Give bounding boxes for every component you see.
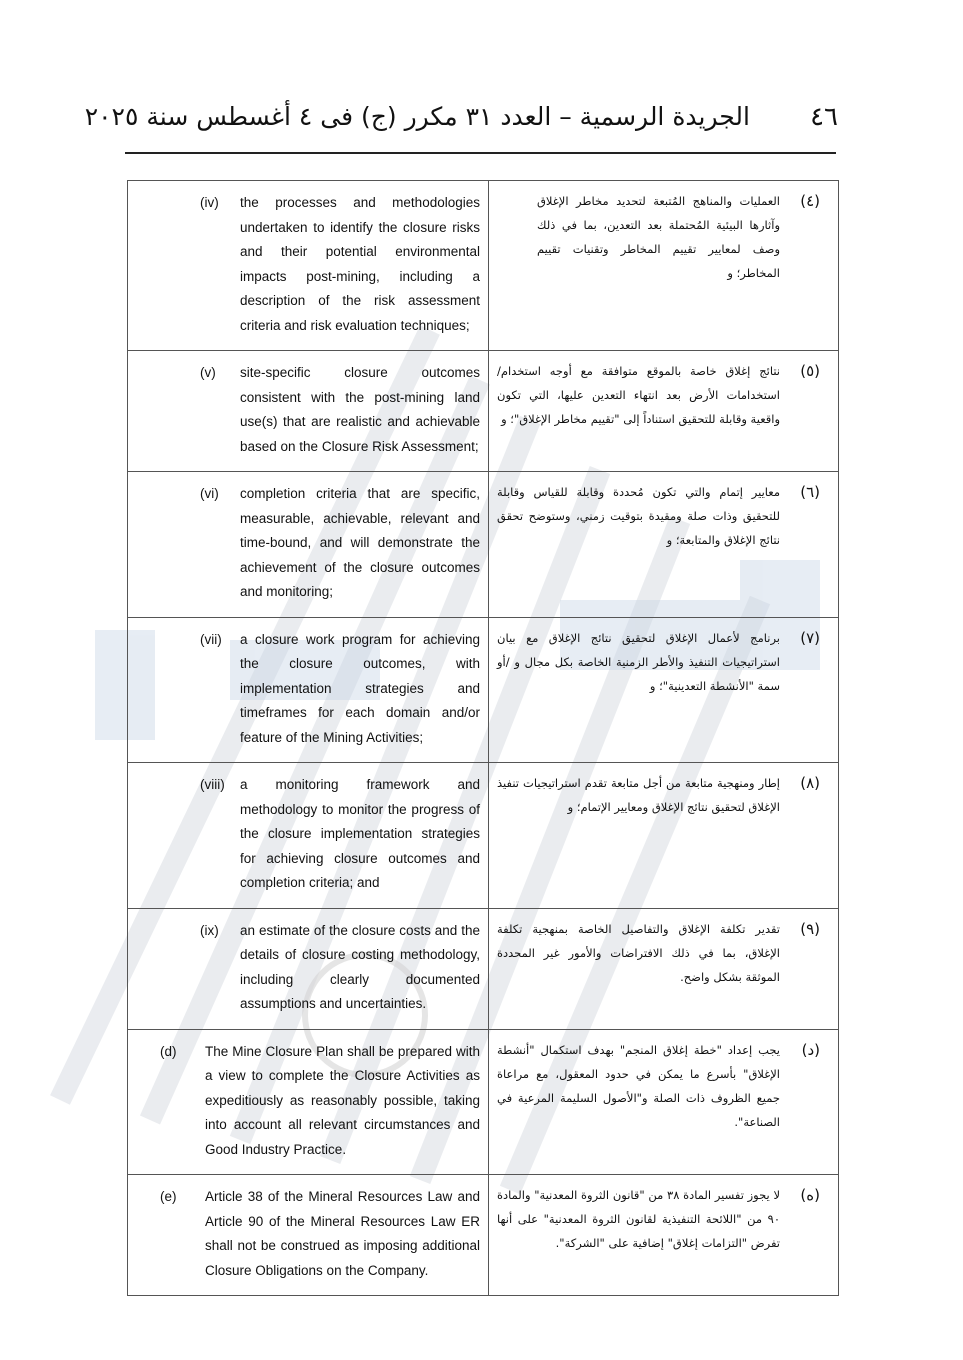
page-header [84,100,838,140]
clause-number: (iv) [200,195,219,210]
clause-text: Article 38 of the Mineral Resources Law and Article 90 of the Mineral Resources Law ER shall not be construed as imposing additional Closure Obligations on the Company. [205,1189,480,1278]
clause-text-ar: معايير إتمام والتي تكون مُحددة وقابلة للقياس وقابلة للتحقيق وذات صلة ومقيدة بتوقيت زمني، وستوضح تحقق نتائج الإغلاق والمتابعة؛ و [497,485,780,547]
clause-text-ar: برنامج لأعمال الإغلاق لتحقيق نتائج الإغلاق مع بيان استراتيجيات التنفيذ والأطر الزمنية الخاصة بكل مجال و /أو سمة "الأنشطة التعدينية"؛ و [497,630,780,693]
arabic-cell [489,617,839,763]
table-row [128,1175,839,1296]
clause-number: (vii) [200,631,222,647]
arabic-cell [489,1029,839,1175]
clause-number-ar: (٤) [800,192,820,210]
clause-number-ar: (٦) [800,483,820,501]
header-divider [125,152,836,154]
clause-text-ar: نتائج إغلاق خاصة بالموقع متوافقة مع أوجه استخدام/استخدامات الأرض بعد انتهاء التعدين عليها، التي تكون واقعية وقابلة للتحقيق استناداً إلى "تقييم مخاطر الإغلاق"؛ و [497,364,780,426]
arabic-cell [489,1175,839,1296]
arabic-cell [489,351,839,472]
arabic-cell [489,181,839,351]
table-row [128,351,839,472]
clause-number-ar: (٨) [800,774,820,792]
clause-text: a closure work program for achieving the closure outcomes, with implementation strategies and timeframes for each domain and/or feature of the Mining Activities; [240,631,480,745]
english-cell [128,351,489,472]
clause-number-ar: (٩) [800,919,820,938]
clause-text-ar: لا يجوز تفسير المادة ٣٨ من "قانون الثروة المعدنية" والمادة ٩٠ من "اللائحة التنفيذية لقانون الثروة المعدنية" على أنها تفرض "التزامات إغلاق" إضافية على "الشركة". [497,1188,781,1250]
english-cell [128,908,489,1029]
clause-text: an estimate of the closure costs and the details of closure costing methodology, including clearly documented assumptions and uncertainties. [240,922,480,1011]
clause-number: (viii) [200,777,225,792]
english-cell [128,763,489,909]
arabic-cell [489,908,839,1029]
english-cell [128,617,489,763]
clause-text: completion criteria that are specific, measurable, achievable, relevant and time-bound, and will demonstrate the achievement of the closure outcomes and monitoring; [240,486,480,599]
english-cell [128,472,489,618]
clause-number-ar: (٧) [800,628,820,647]
english-cell [128,1175,489,1296]
clause-number: (e) [160,1189,177,1204]
clause-text-ar: يجب إعداد "خطة إغلاق المنجم" بهدف استكمال "أنشطة الإغلاق" بأسرع ما يمكن في حدود المعقول، مع مراعاة جميع الظروف ذات الصلة و"الأصول السليمة المرعية في الصناعة". [497,1042,780,1129]
clause-text-ar: العمليات والمناهج المُتبعة لتحديد مخاطر الإغلاق وآثارها البيئية المُحتملة بعد التعدين، بما في ذلك وصف لمعايير تقييم المخاطر وتقنيات تقييم المخاطر؛ و [537,194,780,280]
english-cell [128,1029,489,1175]
table-row [128,472,839,618]
table-row [128,617,839,763]
clause-number: (ix) [200,922,219,938]
clause-text-ar: تقدير تكلفة الإغلاق والتفاصيل الخاصة بمنهجية تكلفة الإغلاق، بما في ذلك الافتراضات والأمور غير المحددة الموثقة بشكل واضح. [497,921,780,984]
gazette-title: الجريدة الرسمية – العدد ٣١ مكرر (ج) فى ٤ أغسطس سنة ٢٠٢٥ [84,102,750,131]
clause-number: (d) [160,1043,177,1059]
bilingual-clause-table [127,180,839,1296]
clause-text-ar: إطار ومنهجية متابعة من أجل متابعة تقدم استراتيجيات تنفيذ الإغلاق لتحقيق نتائج الإغلاق ومعايير الإتمام؛ و [497,776,780,814]
table-row [128,181,839,351]
clause-text: The Mine Closure Plan shall be prepared with a view to complete the Closure Activities as expeditiously as reasonably possible, taking into account all relevant circumstances and Good Industry Practice. [205,1043,480,1157]
clause-text: site-specific closure outcomes consistent with the post-mining land use(s) that are realistic and achievable based on the Closure Risk Assessment; [240,365,480,454]
clause-text: the processes and methodologies undertaken to identify the closure risks and their potential environmental impacts post-mining, including a description of the risk assessment criteria and risk evaluation techniques; [240,195,480,333]
table-row [128,763,839,909]
clause-number-ar: (ه) [800,1186,820,1204]
table-row [128,908,839,1029]
page-number: ٤٦ [810,102,838,132]
table-row [128,1029,839,1175]
clause-number-ar: (٥) [800,362,820,380]
arabic-cell [489,472,839,618]
english-cell [128,181,489,351]
clause-number: (vi) [200,486,219,501]
clause-number: (v) [200,365,216,380]
clause-number-ar: (د) [801,1040,820,1059]
clause-text: a monitoring framework and methodology to monitor the progress of the closure implementation strategies for achieving closure outcomes and completion criteria; and [240,777,480,890]
arabic-cell [489,763,839,909]
